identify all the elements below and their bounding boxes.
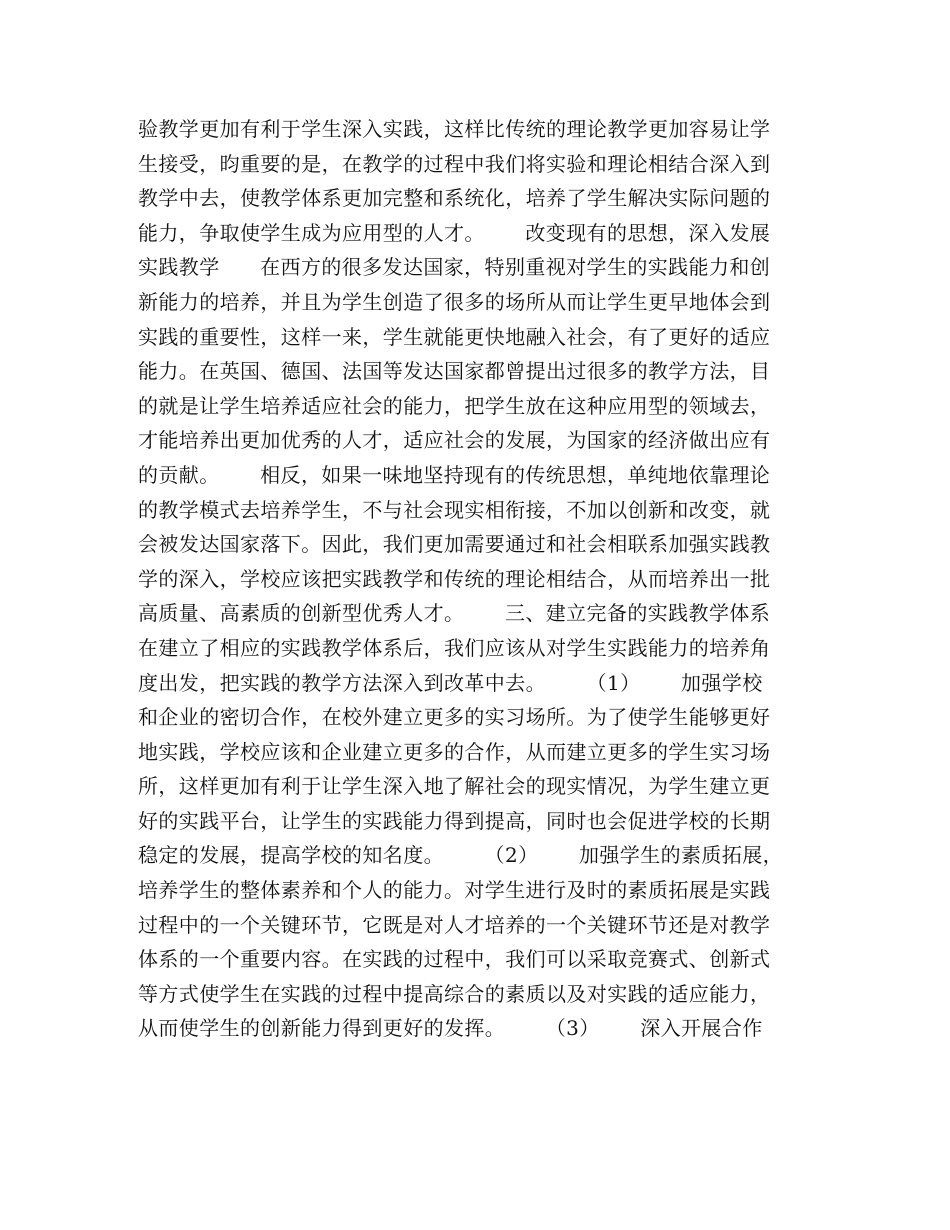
text-line: 的教学模式去培养学生，不与社会现实相衔接，不加以创新和改变，就 bbox=[138, 497, 771, 522]
text-line: 实践教学 在西方的很多发达国家，特别重视对学生的实践能力和创 bbox=[138, 255, 771, 280]
text-line: 好的实践平台，让学生的实践能力得到提高，同时也会促进学校的长期 bbox=[138, 808, 771, 833]
text-line: 在建立了相应的实践教学体系后，我们应该从对学生实践能力的培养角 bbox=[138, 635, 771, 660]
text-line: 教学中去，使教学体系更加完整和系统化，培养了学生解决实际问题的 bbox=[138, 186, 771, 211]
text-line: 会被发达国家落下。因此，我们更加需要通过和社会相联系加强实践教 bbox=[138, 532, 771, 557]
text-line: 实践的重要性，这样一来，学生就能更快地融入社会，有了更好的适应 bbox=[138, 324, 771, 349]
text-line: 的就是让学生培养适应社会的能力，把学生放在这种应用型的领域去， bbox=[138, 393, 771, 418]
text-line: 高质量、高素质的创新型优秀人才。 三、建立完备的实践教学体系 bbox=[138, 601, 771, 626]
text-line: 等方式使学生在实践的过程中提高综合的素质以及对实践的适应能力， bbox=[138, 981, 771, 1006]
text-line: 体系的一个重要内容。在实践的过程中，我们可以采取竞赛式、创新式 bbox=[138, 947, 771, 972]
text-line: 的贡献。 相反，如果一味地坚持现有的传统思想，单纯地依靠理论 bbox=[138, 462, 771, 487]
text-line: 能力。在英国、德国、法国等发达国家都曾提出过很多的教学方法，目 bbox=[138, 359, 771, 384]
text-line: 验教学更加有利于学生深入实践，这样比传统的理论教学更加容易让学 bbox=[138, 117, 771, 141]
text-line: 和企业的密切合作，在校外建立更多的实习场所。为了使学生能够更好 bbox=[138, 705, 771, 730]
text-line: 能力，争取使学生成为应用型的人才。 改变现有的思想，深入发展 bbox=[138, 220, 771, 245]
text-line: 过程中的一个关键环节，它既是对人才培养的一个关键环节还是对教学 bbox=[138, 912, 771, 937]
text-line: 培养学生的整体素养和个人的能力。对学生进行及时的素质拓展是实践 bbox=[138, 878, 771, 903]
text-line: 生接受，昀重要的是，在教学的过程中我们将实验和理论相结合深入到 bbox=[138, 151, 771, 176]
text-line: 度出发，把实践的教学方法深入到改革中去。 （1） 加强学校 bbox=[138, 670, 763, 695]
text-line: 所，这样更加有利于让学生深入地了解社会的现实情况，为学生建立更 bbox=[138, 774, 771, 799]
text-line: 稳定的发展，提高学校的知名度。 （2） 加强学生的素质拓展， bbox=[138, 843, 784, 868]
body-text bbox=[138, 112, 818, 1046]
text-line: 地实践，学校应该和企业建立更多的合作，从而建立更多的学生实习场 bbox=[138, 739, 771, 764]
text-line: 学的深入，学校应该把实践教学和传统的理论相结合，从而培养出一批 bbox=[138, 566, 771, 591]
text-line: 从而使学生的创新能力得到更好的发挥。 （3） 深入开展合作 bbox=[138, 1016, 763, 1041]
text-line: 新能力的培养，并且为学生创造了很多的场所从而让学生更早地体会到 bbox=[138, 289, 771, 314]
text-line: 才能培养出更加优秀的人才，适应社会的发展，为国家的经济做出应有 bbox=[138, 428, 771, 453]
